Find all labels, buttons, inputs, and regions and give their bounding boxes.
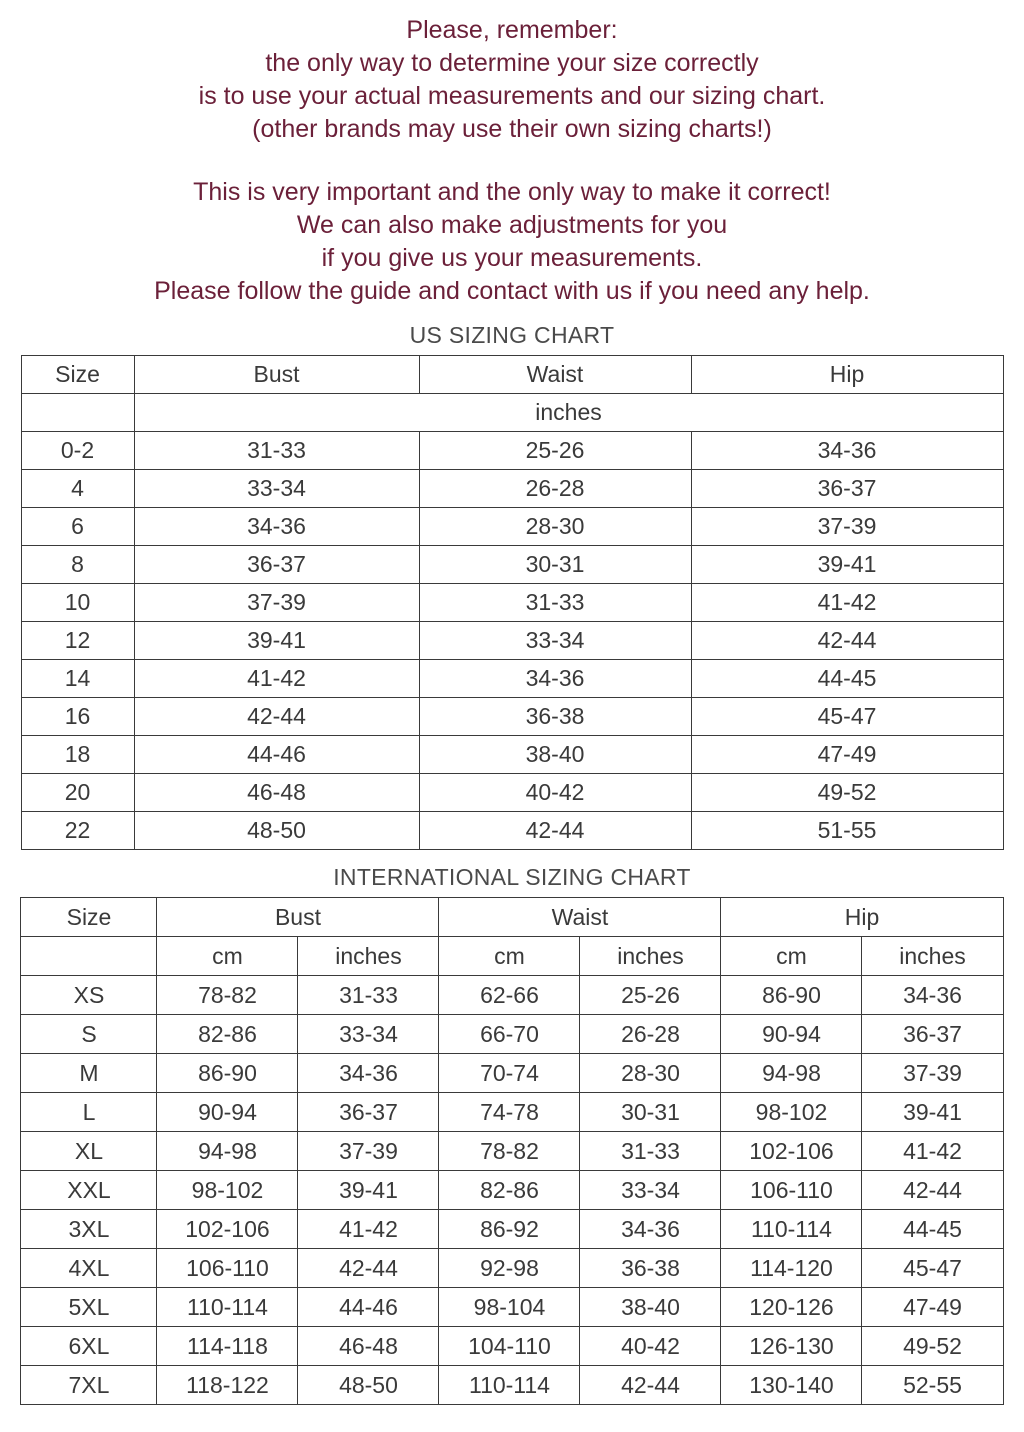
cell-waist-in: 40-42: [580, 1327, 721, 1366]
cell-waist: 42-44: [419, 812, 691, 850]
unit-header-hip-cm: cm: [721, 937, 862, 976]
intro-block-a: [0, 14, 1024, 146]
column-header-size: Size: [21, 356, 134, 394]
unit-header-waist-inches: inches: [580, 937, 721, 976]
cell-waist-cm: 66-70: [439, 1015, 580, 1054]
cell-hip: 49-52: [691, 774, 1003, 812]
cell-waist-in: 31-33: [580, 1132, 721, 1171]
cell-hip-in: 44-45: [862, 1210, 1003, 1249]
cell-hip: 37-39: [691, 508, 1003, 546]
cell-bust: 31-33: [134, 432, 419, 470]
cell-hip: 36-37: [691, 470, 1003, 508]
cell-hip-in: 42-44: [862, 1171, 1003, 1210]
cell-bust: 41-42: [134, 660, 419, 698]
intro-line: the only way to determine your size correctly: [265, 49, 759, 77]
cell-size: 20: [21, 774, 134, 812]
cell-bust-cm: 90-94: [157, 1093, 298, 1132]
intro-line: We can also make adjustments for you: [296, 211, 728, 239]
cell-size: 18: [21, 736, 134, 774]
cell-bust: 33-34: [134, 470, 419, 508]
cell-bust-in: 37-39: [298, 1132, 439, 1171]
cell-waist-cm: 74-78: [439, 1093, 580, 1132]
cell-waist-in: 42-44: [580, 1366, 721, 1405]
table-row: [21, 432, 1003, 470]
cell-hip-in: 45-47: [862, 1249, 1003, 1288]
table-row: [21, 1249, 1003, 1288]
intro-line: Please follow the guide and contact with us if you need any help.: [154, 277, 870, 305]
cell-waist-in: 34-36: [580, 1210, 721, 1249]
cell-waist: 28-30: [419, 508, 691, 546]
cell-waist-in: 36-38: [580, 1249, 721, 1288]
cell-size: 8: [21, 546, 134, 584]
cell-waist: 26-28: [419, 470, 691, 508]
cell-size: XS: [21, 976, 157, 1015]
cell-size: XL: [21, 1132, 157, 1171]
cell-waist: 25-26: [419, 432, 691, 470]
cell-bust: 39-41: [134, 622, 419, 660]
cell-hip: 47-49: [691, 736, 1003, 774]
intro-line: if you give us your measurements.: [321, 244, 703, 272]
table-row: [21, 774, 1003, 812]
cell-bust-cm: 118-122: [157, 1366, 298, 1405]
cell-bust-in: 31-33: [298, 976, 439, 1015]
cell-waist-in: 26-28: [580, 1015, 721, 1054]
table-row: [21, 660, 1003, 698]
cell-bust-cm: 86-90: [157, 1054, 298, 1093]
cell-size: 0-2: [21, 432, 134, 470]
cell-bust: 36-37: [134, 546, 419, 584]
cell-size: 12: [21, 622, 134, 660]
intro-block-b: [0, 176, 1024, 308]
cell-bust: 34-36: [134, 508, 419, 546]
unit-header-hip-inches: inches: [862, 937, 1003, 976]
cell-hip-in: 37-39: [862, 1054, 1003, 1093]
unit-blank-cell: [21, 394, 134, 432]
cell-size: 22: [21, 812, 134, 850]
cell-bust-cm: 106-110: [157, 1249, 298, 1288]
unit-header-bust-inches: inches: [298, 937, 439, 976]
cell-waist-cm: 110-114: [439, 1366, 580, 1405]
international-sizing-table: [20, 897, 1003, 1405]
intro-line: Please, remember:: [406, 16, 618, 44]
table-row: [21, 1171, 1003, 1210]
intro-line: This is very important and the only way to make it correct!: [193, 178, 831, 206]
table-row: [21, 508, 1003, 546]
cell-hip: 42-44: [691, 622, 1003, 660]
table-row: [21, 470, 1003, 508]
cell-bust: 48-50: [134, 812, 419, 850]
cell-size: 3XL: [21, 1210, 157, 1249]
cell-bust: 42-44: [134, 698, 419, 736]
cell-hip-in: 47-49: [862, 1288, 1003, 1327]
table-row: [21, 976, 1003, 1015]
cell-waist: 30-31: [419, 546, 691, 584]
column-header-hip: Hip: [691, 356, 1003, 394]
cell-waist-in: 30-31: [580, 1093, 721, 1132]
table-row: [21, 1327, 1003, 1366]
table-row: [21, 812, 1003, 850]
cell-hip: 39-41: [691, 546, 1003, 584]
cell-bust-in: 48-50: [298, 1366, 439, 1405]
unit-blank-cell: [21, 937, 157, 976]
unit-header-waist-cm: cm: [439, 937, 580, 976]
cell-hip-cm: 120-126: [721, 1288, 862, 1327]
cell-hip-cm: 98-102: [721, 1093, 862, 1132]
column-header-hip: Hip: [721, 898, 1003, 937]
cell-bust: 46-48: [134, 774, 419, 812]
table-header-row: [21, 356, 1003, 394]
cell-bust-in: 34-36: [298, 1054, 439, 1093]
cell-size: 5XL: [21, 1288, 157, 1327]
cell-size: XXL: [21, 1171, 157, 1210]
cell-waist-in: 38-40: [580, 1288, 721, 1327]
cell-waist-cm: 82-86: [439, 1171, 580, 1210]
column-header-waist: Waist: [419, 356, 691, 394]
cell-bust-in: 36-37: [298, 1093, 439, 1132]
cell-bust-in: 39-41: [298, 1171, 439, 1210]
unit-row: [21, 394, 1003, 432]
cell-waist-in: 28-30: [580, 1054, 721, 1093]
cell-size: 16: [21, 698, 134, 736]
cell-bust: 37-39: [134, 584, 419, 622]
column-header-size: Size: [21, 898, 157, 937]
intro-text: [0, 0, 1024, 308]
table-row: [21, 736, 1003, 774]
cell-hip-cm: 94-98: [721, 1054, 862, 1093]
cell-hip-cm: 114-120: [721, 1249, 862, 1288]
cell-size: M: [21, 1054, 157, 1093]
cell-size: 4: [21, 470, 134, 508]
cell-waist-cm: 70-74: [439, 1054, 580, 1093]
cell-bust-cm: 98-102: [157, 1171, 298, 1210]
table-row: [21, 1288, 1003, 1327]
cell-bust-cm: 78-82: [157, 976, 298, 1015]
intl-chart-title: INTERNATIONAL SIZING CHART: [333, 864, 691, 890]
table-header-row: [21, 898, 1003, 937]
cell-waist: 38-40: [419, 736, 691, 774]
cell-hip-in: 36-37: [862, 1015, 1003, 1054]
cell-hip: 51-55: [691, 812, 1003, 850]
cell-size: 10: [21, 584, 134, 622]
cell-waist-in: 33-34: [580, 1171, 721, 1210]
cell-waist: 40-42: [419, 774, 691, 812]
cell-hip-cm: 86-90: [721, 976, 862, 1015]
column-header-bust: Bust: [134, 356, 419, 394]
cell-bust-in: 41-42: [298, 1210, 439, 1249]
cell-waist-cm: 86-92: [439, 1210, 580, 1249]
table-row: [21, 698, 1003, 736]
cell-hip: 45-47: [691, 698, 1003, 736]
cell-waist-cm: 98-104: [439, 1288, 580, 1327]
cell-hip-cm: 102-106: [721, 1132, 862, 1171]
column-header-bust: Bust: [157, 898, 439, 937]
cell-hip-cm: 106-110: [721, 1171, 862, 1210]
cell-waist-cm: 62-66: [439, 976, 580, 1015]
cell-waist-in: 25-26: [580, 976, 721, 1015]
cell-hip-cm: 130-140: [721, 1366, 862, 1405]
table-row: [21, 622, 1003, 660]
cell-hip-cm: 126-130: [721, 1327, 862, 1366]
cell-size: 4XL: [21, 1249, 157, 1288]
cell-hip-in: 49-52: [862, 1327, 1003, 1366]
cell-bust-cm: 94-98: [157, 1132, 298, 1171]
cell-hip-in: 39-41: [862, 1093, 1003, 1132]
table-row: [21, 1054, 1003, 1093]
us-chart-title: US SIZING CHART: [409, 322, 615, 348]
cell-bust-cm: 82-86: [157, 1015, 298, 1054]
cell-waist-cm: 78-82: [439, 1132, 580, 1171]
cell-size: 7XL: [21, 1366, 157, 1405]
intro-line: (other brands may use their own sizing charts!): [252, 115, 772, 143]
cell-waist-cm: 104-110: [439, 1327, 580, 1366]
cell-waist: 34-36: [419, 660, 691, 698]
cell-hip-cm: 90-94: [721, 1015, 862, 1054]
cell-bust-cm: 114-118: [157, 1327, 298, 1366]
cell-size: 14: [21, 660, 134, 698]
cell-bust-cm: 102-106: [157, 1210, 298, 1249]
table-row: [21, 1210, 1003, 1249]
cell-size: 6XL: [21, 1327, 157, 1366]
cell-size: L: [21, 1093, 157, 1132]
cell-hip-in: 41-42: [862, 1132, 1003, 1171]
intro-spacer: [0, 146, 1024, 176]
table-row: [21, 1093, 1003, 1132]
table-row: [21, 1366, 1003, 1405]
cell-hip-cm: 110-114: [721, 1210, 862, 1249]
unit-header-row: [21, 937, 1003, 976]
cell-waist: 33-34: [419, 622, 691, 660]
table-row: [21, 584, 1003, 622]
cell-waist-cm: 92-98: [439, 1249, 580, 1288]
intro-line: is to use your actual measurements and our sizing chart.: [198, 82, 826, 110]
cell-size: 6: [21, 508, 134, 546]
unit-label-inches: inches: [134, 394, 1003, 432]
cell-waist: 31-33: [419, 584, 691, 622]
cell-hip: 44-45: [691, 660, 1003, 698]
cell-hip-in: 52-55: [862, 1366, 1003, 1405]
table-row: [21, 1015, 1003, 1054]
cell-waist: 36-38: [419, 698, 691, 736]
cell-bust-cm: 110-114: [157, 1288, 298, 1327]
cell-bust-in: 42-44: [298, 1249, 439, 1288]
cell-hip: 34-36: [691, 432, 1003, 470]
unit-header-bust-cm: cm: [157, 937, 298, 976]
cell-hip: 41-42: [691, 584, 1003, 622]
cell-bust-in: 46-48: [298, 1327, 439, 1366]
cell-bust: 44-46: [134, 736, 419, 774]
cell-bust-in: 44-46: [298, 1288, 439, 1327]
cell-bust-in: 33-34: [298, 1015, 439, 1054]
cell-size: S: [21, 1015, 157, 1054]
us-sizing-table: [21, 355, 1004, 850]
table-row: [21, 1132, 1003, 1171]
table-row: [21, 546, 1003, 584]
column-header-waist: Waist: [439, 898, 721, 937]
cell-hip-in: 34-36: [862, 976, 1003, 1015]
